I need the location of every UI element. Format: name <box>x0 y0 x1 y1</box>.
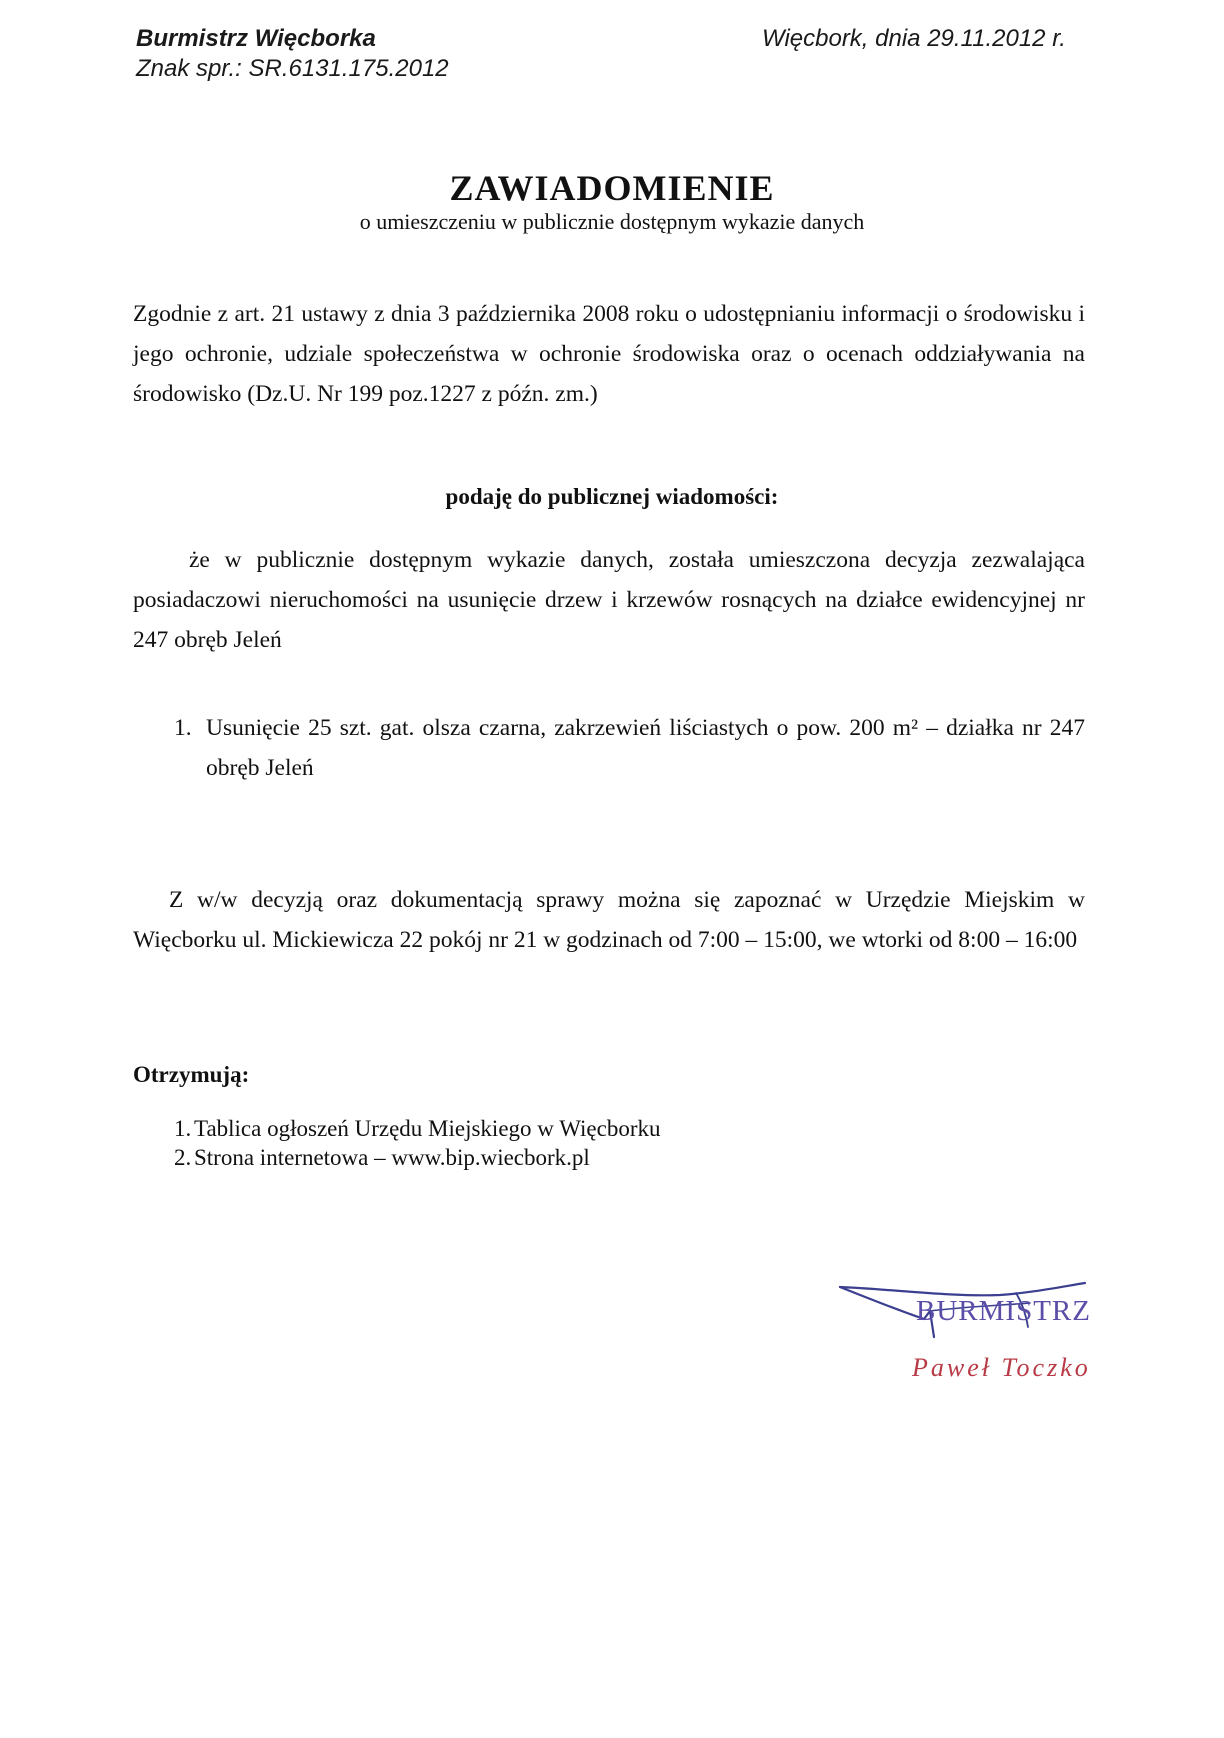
recipients-heading: Otrzymują: <box>133 1062 250 1087</box>
recipients-list <box>174 1114 660 1172</box>
announcement: podaję do publicznej wiadomości: <box>445 484 779 509</box>
legal-basis-paragraph: Zgodnie z art. 21 ustawy z dnia 3 października 2008 roku o udostępnianiu informacji o środowisku i jego ochronie, udziale społeczeństwa w ochronie środowiska oraz o ocenach oddziaływania na środowisko (Dz.U. Nr 199 poz.1227 z późn. zm.) <box>133 301 1085 407</box>
list-item-number: 1. <box>174 715 192 741</box>
stamp-name: Paweł Toczko <box>912 1353 1091 1382</box>
stamp-title: BURMISTRZ <box>916 1295 1091 1327</box>
document-title: ZAWIADOMIENIE <box>449 168 775 208</box>
header-left <box>136 24 449 84</box>
issuer: Burmistrz Więcborka <box>136 25 376 52</box>
list-item-text: Strona internetowa – www.bip.wiecbork.pl <box>194 1145 590 1170</box>
info-paragraph: Z w/w decyzją oraz dokumentacją sprawy można się zapoznać w Urzędzie Miejskim w Więcborku ul. Mickiewicza 22 pokój nr 21 w godzinach od 7:00 – 15:00, we wtorki od 8:00 – 16:00 <box>133 887 1085 953</box>
list-item-text: Tablica ogłoszeń Urzędu Miejskiego w Więcborku <box>194 1116 661 1141</box>
list-item-number: 1. <box>174 1116 192 1141</box>
document-subtitle: o umieszczeniu w publicznie dostępnym wykazie danych <box>359 209 865 234</box>
signature-block <box>830 1275 1130 1405</box>
list-item-number: 2. <box>174 1145 192 1170</box>
decision-paragraph: że w publicznie dostępnym wykazie danych, została umieszczona decyzja zezwalająca posiadaczowi nieruchomości na usunięcie drzew i krzewów rosnących na działce ewidencyjnej nr 247 obręb Jeleń <box>133 547 1085 653</box>
decision-list <box>174 708 1085 788</box>
list-item-text: Usunięcie 25 szt. gat. olsza czarna, zakrzewień liściastych o pow. 200 m² – działka nr 247 obręb Jeleń <box>206 715 1085 781</box>
list-item <box>174 1114 660 1143</box>
case-reference: Znak spr.: SR.6131.175.2012 <box>136 55 449 82</box>
list-item <box>174 1143 660 1172</box>
place-and-date: Więcbork, dnia 29.11.2012 r. <box>762 25 1066 52</box>
list-item <box>174 708 1085 788</box>
